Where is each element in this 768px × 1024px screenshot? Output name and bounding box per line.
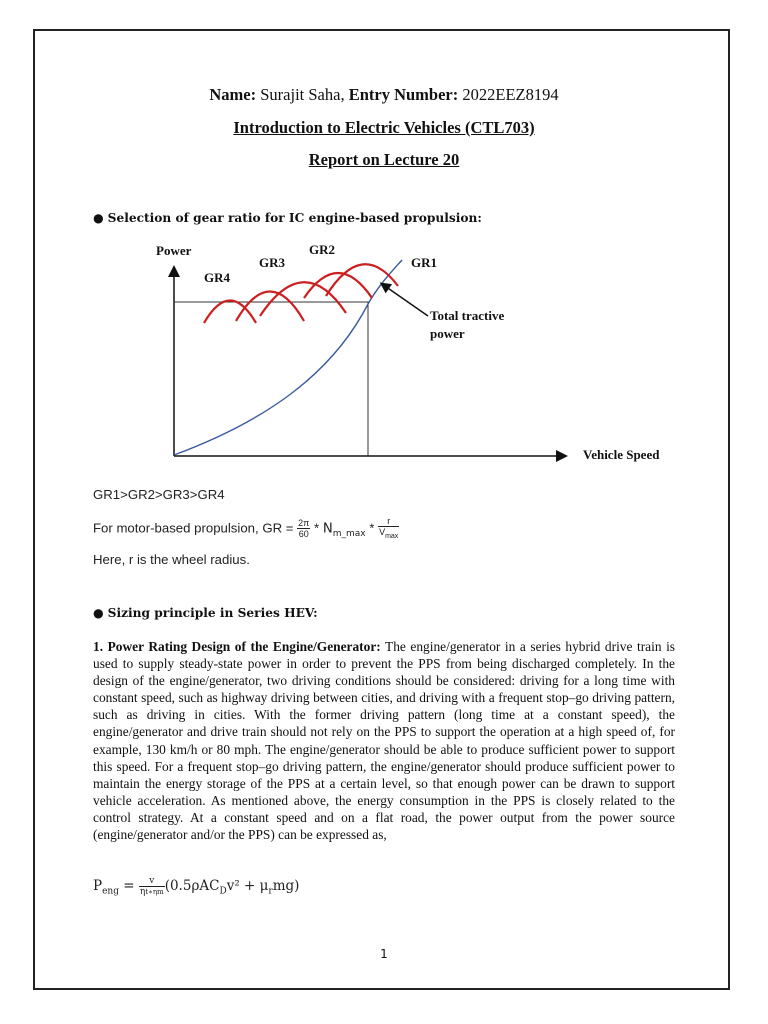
formula-equals: = (118, 878, 139, 894)
x-axis-label: Vehicle Speed (583, 447, 660, 462)
gear-order: GR1>GR2>GR3>GR4 (93, 487, 225, 502)
fraction-denominator: 60 (298, 529, 309, 540)
section-heading-series-hev (93, 606, 318, 620)
bullet-icon: ● (93, 211, 104, 225)
annotation-arrow (382, 284, 428, 316)
label-gr4: GR4 (204, 270, 230, 285)
formula-fraction (139, 876, 165, 897)
formula-fraction-num: v (139, 876, 165, 887)
gear-curve-gr1 (326, 264, 398, 296)
vmax-symbol: V (379, 527, 386, 537)
gear-curve-gr3-a (236, 292, 304, 322)
formula-rhs-mid: v² + μ (226, 878, 269, 894)
report-title: Report on Lecture 20 (308, 150, 460, 169)
annotation-label-line2: power (430, 326, 465, 341)
fraction-denominator-vmax (378, 527, 399, 542)
formula-lhs-sub: eng (102, 886, 119, 897)
label-gr3: GR3 (259, 255, 285, 270)
gear-curve-gr2 (304, 273, 372, 298)
paragraph-body: The engine/generator in a series hybrid drive train is used to supply steady-state power in order to prevent the PPS from being discharged completely. In the design of the engine/generator, two driving conditions should be considered: driving for a long time with constant speed, such as highway driving between cities, and driving with a frequent stop–go driving pattern, such as driving in cities. With the former driving pattern (long time at a constant speed), the engine/generator and drive train should not rely on the PPS to support the operation at a high speed of, for example, 130 km/h or 80 mph. The engine/generator should be able to produce sufficient power to support this speed. For a frequent stop–go driving pattern, the engine/generator should produce sufficient power to maintain the energy storage of the PPS at a certain level, so that enough power can be drawn to support vehicle acceleration. As mentioned above, the energy consumption in the PPS is closely related to the control strategy. At a constant speed and on a flat road, the power output from the power source (engine/generator and/or the PPS) can be expressed as, (93, 639, 675, 843)
annotation-label-line1: Total tractive (430, 308, 505, 323)
formula-rhs-sub2: r (268, 886, 273, 897)
formula-rhs-sub: D (219, 886, 227, 897)
multiply-sign-2: * (365, 520, 379, 536)
wheel-radius-note: Here, r is the wheel radius. (93, 552, 250, 567)
name-value: Surajit Saha, (260, 85, 345, 104)
vmax-subscript: max (385, 532, 399, 540)
section-heading-gear-ratio (93, 211, 482, 225)
fraction-2pi-60 (297, 518, 310, 539)
motor-gear-ratio-formula (93, 516, 399, 544)
bullet-icon: ● (93, 606, 104, 620)
page-border (33, 29, 730, 990)
formula-prefix: For motor-based propulsion, GR = (93, 520, 298, 536)
paragraph-lead: 1. Power Rating Design of the Engine/Generator: (93, 639, 381, 654)
formula-fraction-den (139, 887, 165, 897)
section-heading-text: Sizing principle in Series HEV: (107, 606, 318, 620)
name-label: Name: (209, 85, 257, 104)
label-gr2: GR2 (309, 242, 335, 257)
fraction-numerator: 2π (298, 518, 310, 529)
fraction-numerator-r: r (378, 516, 399, 527)
label-gr1: GR1 (411, 255, 437, 270)
n-symbol: N (322, 521, 333, 537)
fraction-r-vmax (378, 516, 399, 542)
entry-value: 2022EEZ8194 (462, 85, 559, 104)
course-title: Introduction to Electric Vehicles (CTL703) (233, 118, 535, 137)
entry-label: Entry Number: (348, 85, 459, 104)
n-subscript: m_max (332, 529, 366, 540)
formula-lhs: P (93, 878, 103, 894)
section-heading-text: Selection of gear ratio for IC engine-based propulsion: (107, 211, 482, 225)
page-number: 1 (380, 947, 388, 961)
gear-ratio-graph (140, 238, 700, 470)
y-axis-label: Power (156, 243, 192, 258)
multiply-sign: * (310, 520, 323, 536)
formula-rhs-end: mg) (272, 878, 300, 894)
formula-rhs: (0.5ρAC (164, 878, 220, 894)
power-rating-paragraph (93, 638, 675, 843)
eta-subscripts: t∗ηm (145, 888, 164, 896)
eta-symbol: η (139, 887, 146, 897)
author-line (0, 85, 768, 105)
engine-power-formula (93, 876, 299, 897)
